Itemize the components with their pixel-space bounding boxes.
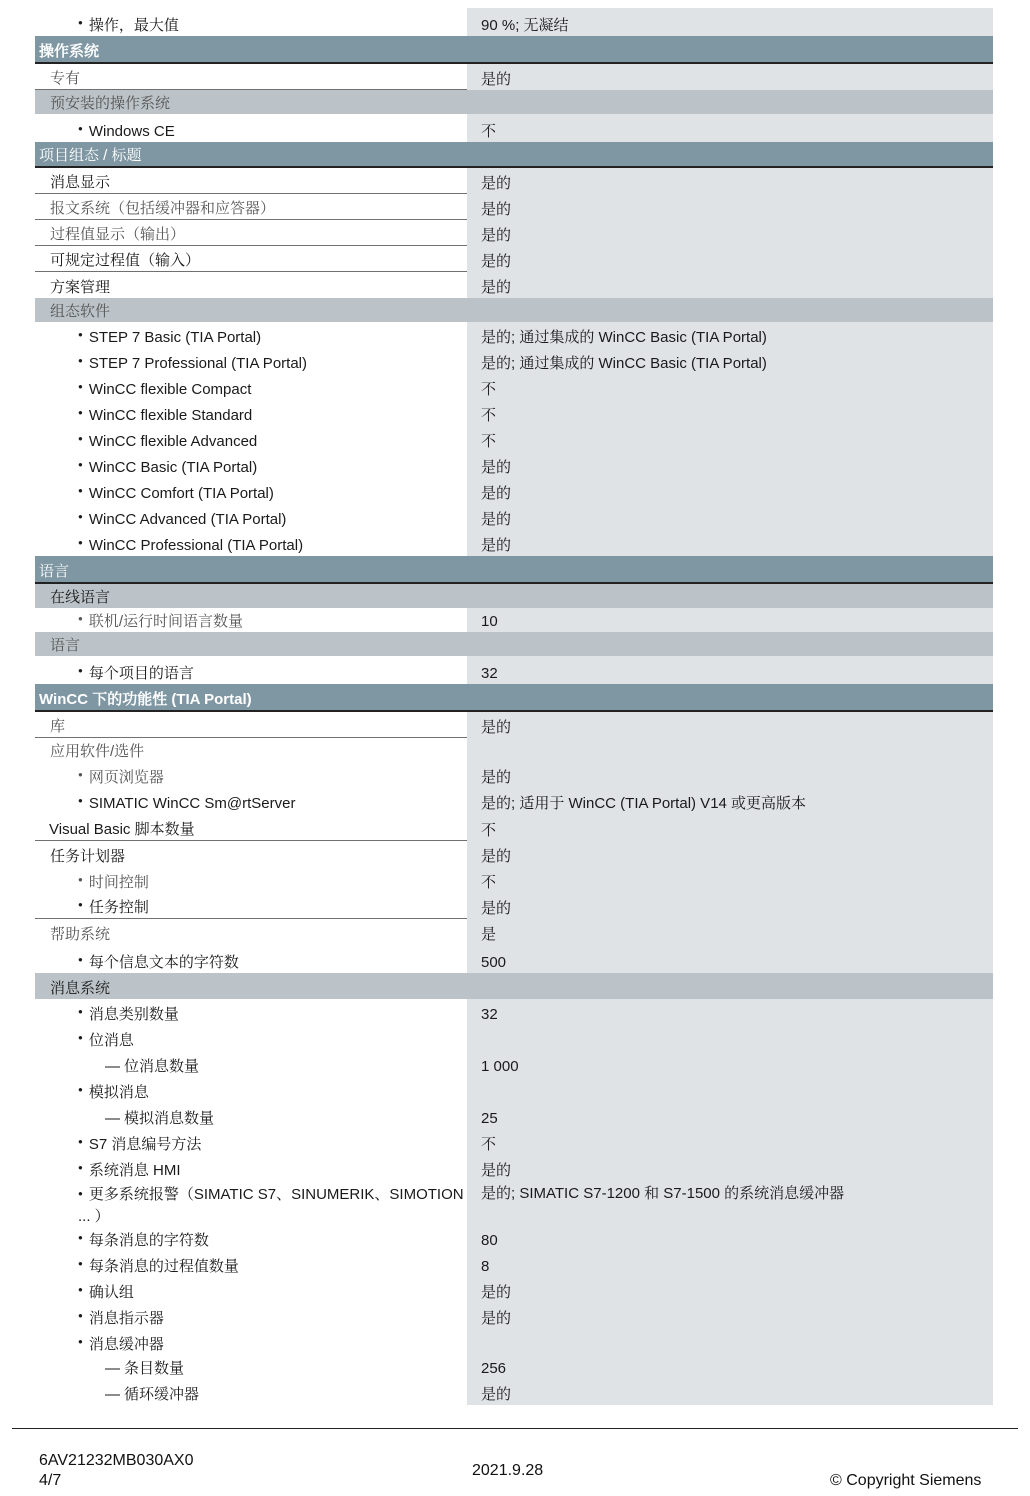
spec-row (35, 1329, 993, 1355)
spec-row (35, 1129, 993, 1155)
spec-value: 32 (467, 656, 993, 684)
spec-value: 是的 (467, 64, 993, 90)
spec-row (35, 246, 993, 272)
spec-value: 不 (467, 114, 993, 142)
spec-row (35, 504, 993, 530)
spec-value: 是的; 适用于 WinCC (TIA Portal) V14 或更高版本 (467, 788, 993, 814)
spec-value: 1 000 (467, 1051, 993, 1077)
spec-label: ● WinCC Advanced (TIA Portal) (35, 504, 467, 530)
spec-value: 不 (467, 814, 993, 841)
spec-label: ● 消息类别数量 (35, 999, 467, 1025)
spec-row (35, 220, 993, 246)
section-header-label: WinCC 下的功能性 (TIA Portal) (39, 691, 252, 708)
spec-row (35, 452, 993, 478)
footer-rule (12, 1428, 1018, 1429)
spec-row (35, 1355, 993, 1379)
subsection-header (35, 584, 993, 608)
spec-row (35, 893, 993, 919)
section-header (35, 556, 993, 584)
spec-value: 是的 (467, 530, 993, 556)
spec-row (35, 478, 993, 504)
spec-row (35, 762, 993, 788)
spec-table (35, 8, 993, 1405)
subsection-header (35, 632, 993, 656)
spec-row (35, 272, 993, 298)
spec-row (35, 1025, 993, 1051)
spec-value: 不 (467, 867, 993, 893)
spec-label: 可规定过程值（输入） (35, 246, 467, 272)
spec-label: ● 系统消息 HMI (35, 1155, 467, 1181)
subsection-header (35, 298, 993, 322)
subsection-header-label: 消息系统 (50, 980, 111, 997)
spec-value: 是的 (467, 194, 993, 220)
spec-value: 256 (467, 1355, 993, 1379)
spec-label: ● SIMATIC WinCC Sm@rtServer (35, 788, 467, 814)
spec-row (35, 1303, 993, 1329)
subsection-header-label: 预安装的操作系统 (50, 95, 171, 112)
spec-row (35, 168, 993, 194)
spec-value: 是的 (467, 504, 993, 530)
spec-row (35, 841, 993, 867)
spec-label: ● WinCC flexible Standard (35, 400, 467, 426)
spec-label: ● 每个项目的语言 (35, 656, 467, 684)
spec-value: 是的 (467, 841, 993, 867)
spec-label: ● 每个信息文本的字符数 (35, 945, 467, 973)
spec-value: 是的 (467, 1277, 993, 1303)
spec-label: 专有 (35, 64, 467, 90)
section-header (35, 142, 993, 168)
spec-row (35, 1251, 993, 1277)
spec-label: ● 消息指示器 (35, 1303, 467, 1329)
spec-label: 报文系统（包括缓冲器和应答器） (35, 194, 467, 220)
spec-value: 是的 (467, 272, 993, 298)
spec-label: ● WinCC flexible Advanced (35, 426, 467, 452)
spec-row (35, 1051, 993, 1077)
spec-row (35, 322, 993, 348)
spec-label: 任务计划器 (50, 848, 126, 865)
spec-label: ● 位消息 (35, 1025, 467, 1051)
spec-label: 方案管理 (50, 279, 111, 296)
spec-label: ● WinCC Basic (TIA Portal) (35, 452, 467, 478)
spec-value (467, 1025, 993, 1051)
spec-value: 不 (467, 374, 993, 400)
section-header-label: 操作系统 (39, 43, 100, 60)
spec-label: — 条目数量 (35, 1355, 467, 1379)
spec-label: ● STEP 7 Professional (TIA Portal) (35, 348, 467, 374)
spec-value: 是的 (467, 452, 993, 478)
footer-date: 2021.9.28 (472, 1462, 544, 1479)
spec-value: 是的 (467, 1379, 993, 1405)
spec-label: ● S7 消息编号方法 (35, 1129, 467, 1155)
footer-copyright: © Copyright Siemens (830, 1472, 982, 1489)
spec-label: — 位消息数量 (35, 1051, 467, 1077)
spec-row (35, 788, 993, 814)
spec-value (467, 738, 993, 762)
spec-value (467, 1329, 993, 1355)
spec-value: 是的 (467, 1303, 993, 1329)
spec-row (35, 194, 993, 220)
spec-row (35, 919, 993, 945)
spec-value: 不 (467, 1129, 993, 1155)
spec-label: ● 联机/运行时间语言数量 (35, 608, 467, 632)
subsection-header (35, 90, 993, 114)
spec-label: ● 消息缓冲器 (35, 1329, 467, 1355)
spec-row (35, 530, 993, 556)
spec-label: ● Windows CE (35, 114, 467, 142)
spec-row (35, 426, 993, 452)
spec-row (35, 999, 993, 1025)
spec-label: ● 确认组 (35, 1277, 467, 1303)
spec-value: 是的 (467, 220, 993, 246)
spec-label: — 循环缓冲器 (35, 1379, 467, 1405)
spec-value: 是的 (467, 1155, 993, 1181)
section-header (35, 684, 993, 712)
spec-value: 90 %; 无凝结 (467, 8, 993, 36)
spec-label: ● 操作，最大值 (35, 8, 467, 36)
spec-label: 消息显示 (35, 168, 467, 194)
spec-value: 是的; 通过集成的 WinCC Basic (TIA Portal) (467, 348, 993, 374)
spec-row (35, 1103, 993, 1129)
subsection-header-label: 在线语言 (50, 589, 111, 606)
spec-label: ● 网页浏览器 (35, 762, 467, 788)
subsection-header (35, 973, 993, 999)
spec-row (35, 1181, 993, 1225)
spec-value (467, 1077, 993, 1103)
spec-value: 10 (467, 608, 993, 632)
spec-value: 是的 (467, 893, 993, 919)
spec-value: 是 (467, 919, 993, 945)
section-header-label: 项目组态 / 标题 (39, 147, 142, 164)
spec-value: 不 (467, 426, 993, 452)
spec-label: 帮助系统 (50, 926, 111, 943)
spec-row (35, 8, 993, 36)
spec-value: 25 (467, 1103, 993, 1129)
spec-label: ● WinCC Comfort (TIA Portal) (35, 478, 467, 504)
spec-value: 是的 (467, 762, 993, 788)
spec-label: ● WinCC flexible Compact (35, 374, 467, 400)
spec-row (35, 1225, 993, 1251)
footer-page-number: 4/7 (39, 1472, 62, 1489)
spec-row (35, 656, 993, 684)
spec-row (35, 64, 993, 90)
spec-row (35, 1077, 993, 1103)
spec-value: 是的; 通过集成的 WinCC Basic (TIA Portal) (467, 322, 993, 348)
subsection-header-label: 组态软件 (50, 303, 111, 320)
spec-label: ● STEP 7 Basic (TIA Portal) (35, 322, 467, 348)
spec-label: 库 (35, 712, 467, 738)
footer-article-number: 6AV21232MB030AX0 (39, 1452, 194, 1469)
spec-value: 是的 (467, 246, 993, 272)
spec-label: — 模拟消息数量 (35, 1103, 467, 1129)
spec-label: 应用软件/选件 (50, 743, 145, 760)
spec-label: Visual Basic 脚本数量 (35, 814, 467, 841)
spec-value: 8 (467, 1251, 993, 1277)
spec-value: 是的 (467, 478, 993, 504)
spec-row (35, 608, 993, 632)
spec-value: 是的 (467, 712, 993, 738)
section-header-label: 语言 (39, 563, 70, 580)
subsection-header-label: 语言 (50, 637, 81, 654)
spec-label: ● 每条消息的字符数 (35, 1225, 467, 1251)
spec-label: ● 每条消息的过程值数量 (35, 1251, 467, 1277)
spec-label: ● 任务控制 (35, 893, 467, 919)
spec-value: 是的 (467, 168, 993, 194)
spec-row (35, 1277, 993, 1303)
spec-label: 过程值显示（输出） (35, 220, 467, 246)
spec-row (35, 867, 993, 893)
spec-row (35, 814, 993, 841)
spec-value: 不 (467, 400, 993, 426)
spec-value: 500 (467, 945, 993, 973)
spec-label: ● WinCC Professional (TIA Portal) (35, 530, 467, 556)
spec-row (35, 1155, 993, 1181)
spec-label: ● 时间控制 (35, 867, 467, 893)
spec-value: 32 (467, 999, 993, 1025)
spec-row (35, 400, 993, 426)
spec-row (35, 738, 993, 762)
section-header (35, 36, 993, 64)
spec-row (35, 348, 993, 374)
spec-value: 80 (467, 1225, 993, 1251)
spec-row (35, 1379, 993, 1405)
spec-label: ● 模拟消息 (35, 1077, 467, 1103)
spec-row (35, 945, 993, 973)
spec-row (35, 712, 993, 738)
spec-row (35, 374, 993, 400)
spec-row (35, 114, 993, 142)
spec-label: ● 更多系统报警（SIMATIC S7、SINUMERIK、SIMOTION ... ） (35, 1181, 467, 1225)
spec-value: 是的; SIMATIC S7-1200 和 S7-1500 的系统消息缓冲器 (467, 1181, 993, 1225)
